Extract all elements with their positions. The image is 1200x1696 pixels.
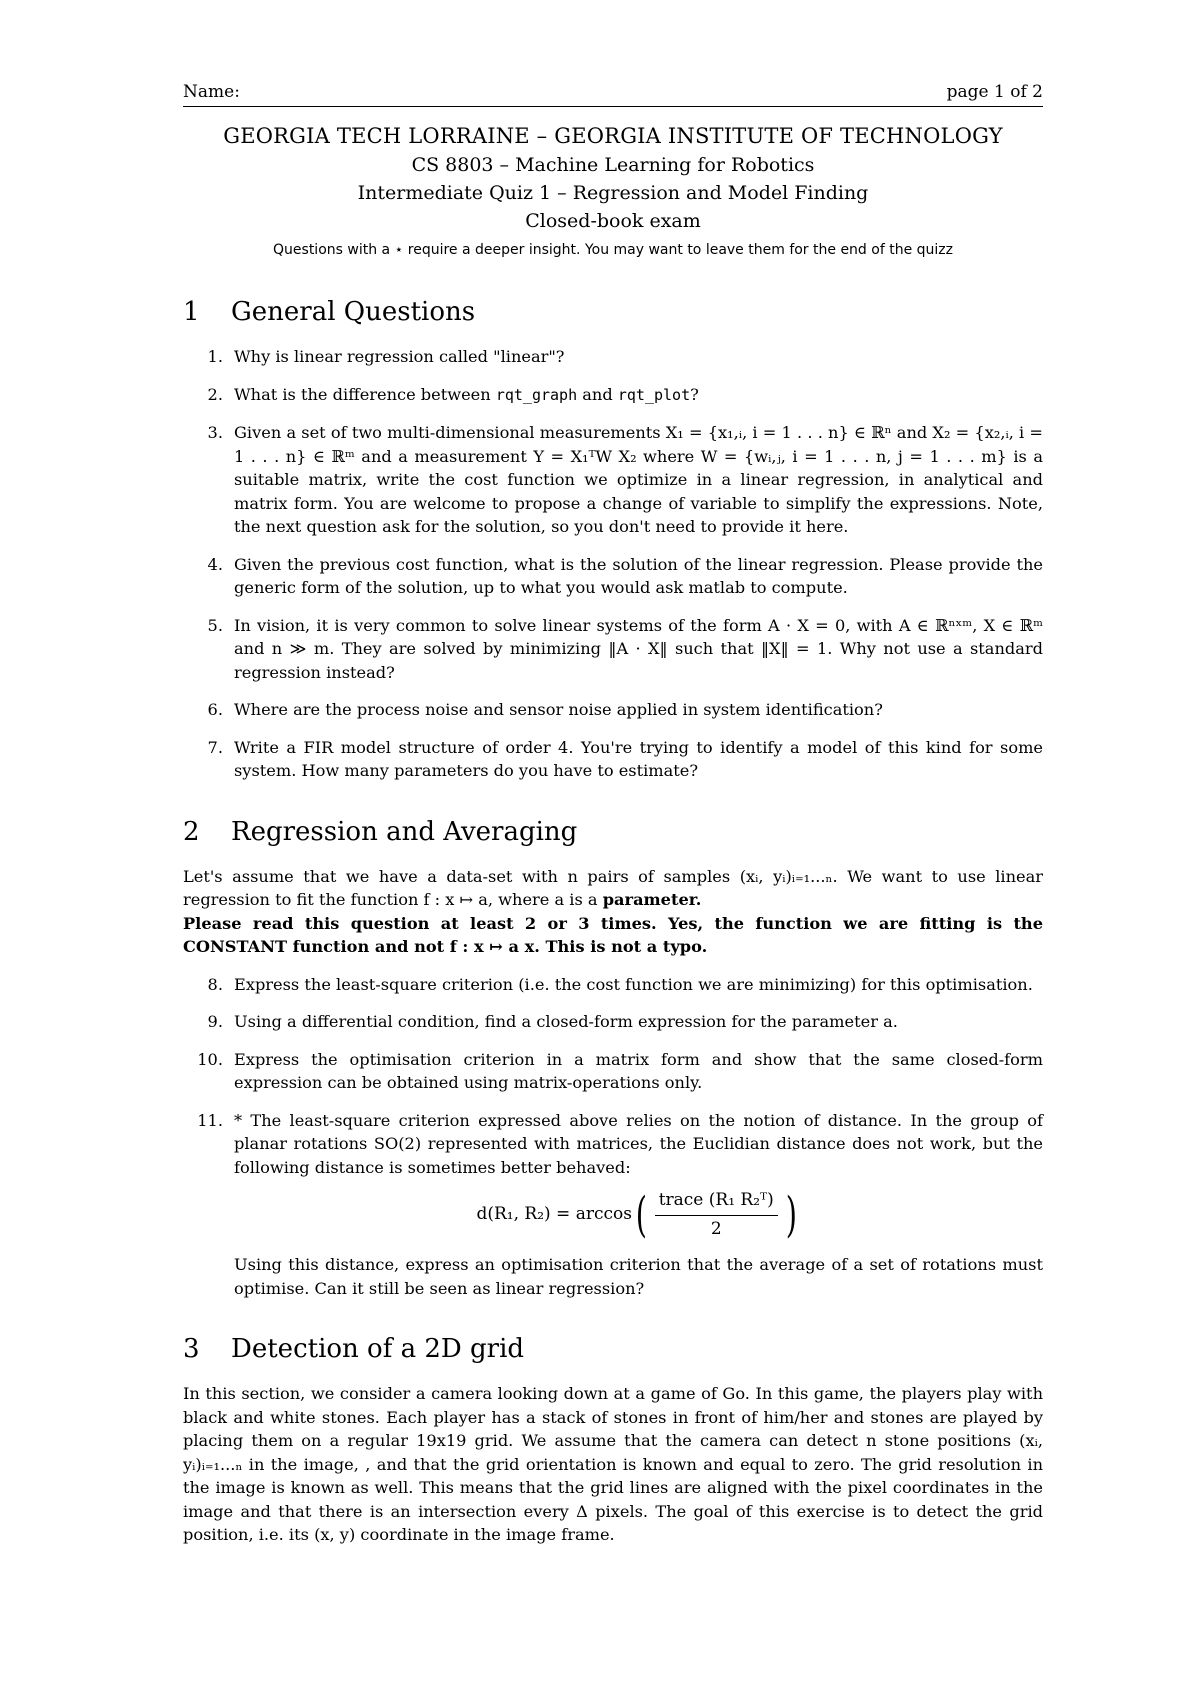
question-text: Why is linear regression called "linear"? (234, 347, 565, 366)
right-paren: ) (785, 1187, 797, 1243)
code-rqt-graph: rqt_graph (495, 385, 578, 404)
question-list-1 (183, 345, 1043, 783)
course-title: CS 8803 – Machine Learning for Robotics (411, 154, 815, 176)
question-text: Write a FIR model structure of order 4. You're trying to identify a model of this kind for some system. How many parameters do you have to estimate? (234, 737, 1043, 780)
question-number: 2. (207, 384, 223, 404)
formula-fraction (655, 1189, 778, 1241)
code-rqt-plot: rqt_plot (617, 385, 691, 404)
question-5 (183, 614, 1043, 685)
quiz-title: Intermediate Quiz 1 – Regression and Model Finding (357, 182, 869, 204)
section-heading-3 (183, 1334, 1043, 1364)
question-text-after: Using this distance, express an optimisation criterion that the average of a set of rotations must optimise. Can it still be seen as linear regression? (234, 1255, 1043, 1298)
header-rule (183, 106, 1043, 107)
question-number: 8. (207, 974, 223, 994)
name-label: Name: (183, 82, 240, 102)
question-number: 7. (207, 737, 223, 757)
formula-lhs: d(R₁, R₂) = arccos (476, 1204, 632, 1225)
section-number: 1 (183, 297, 200, 327)
section-2-intro (183, 865, 1043, 912)
question-text: Given a set of two multi-dimensional measurements X₁ = {x₁,ᵢ, i = 1 . . . n} ∈ ℝⁿ and X₂ = {x₂,ᵢ, i = 1 . . . n} ∈ ℝᵐ and a measurement Y = X₁ᵀW X₂ where W = {wᵢ,ⱼ, i = 1 . . . n, j = 1 . . . m} is a suitable matrix, write the cost function we optimize in a linear regression, in analytical and matrix form. You are welcome to propose a change of variable to simplify the expressions. Note, the next question ask for the solution, so you don't need to provide it here. (234, 423, 1043, 536)
question-text-pre: What is the difference between (234, 384, 496, 404)
question-text: Express the optimisation criterion in a matrix form and show that the same closed-form expression can be obtained using matrix-operations only. (234, 1049, 1043, 1092)
question-text: Given the previous cost function, what is the solution of the linear regression. Please provide the generic form of the solution, up to what you would ask matlab to compute. (234, 554, 1043, 597)
formula-numerator: trace (R₁ R₂ᵀ) (655, 1189, 778, 1216)
section-number: 3 (183, 1334, 200, 1364)
question-number: 10. (197, 1049, 223, 1069)
instructions-note: Questions with a ⋆ require a deeper insight. You may want to leave them for the end of the quizz (273, 242, 953, 258)
question-4 (183, 553, 1043, 600)
question-number: 5. (207, 615, 223, 635)
section-title: General Questions (231, 297, 476, 327)
question-text-post: ? (690, 384, 699, 404)
question-8 (183, 973, 1043, 997)
question-text: In vision, it is very common to solve linear systems of the form A · X = 0, with A ∈ ℝⁿˣᵐ, X ∈ ℝᵐ and n ≫ m. They are solved by minimizing ‖A · X‖ such that ‖X‖ = 1. Why not use a standard regression instead? (234, 615, 1043, 682)
page-header (183, 82, 1043, 102)
section-2-warning: Please read this question at least 2 or 3 times. Yes, the function we are fitting is the CONSTANT function and not f : x ↦ a x. This is not a typo. (183, 913, 1043, 956)
question-number: 3. (207, 423, 223, 442)
question-9 (183, 1010, 1043, 1034)
question-number: 6. (207, 700, 223, 719)
title-block (183, 121, 1043, 263)
question-text-mid: and (577, 384, 618, 404)
section-title: Detection of a 2D grid (231, 1334, 525, 1364)
question-text: Using a differential condition, find a closed-form expression for the parameter a. (234, 1012, 898, 1031)
question-10 (183, 1048, 1043, 1095)
intro-text: Let's assume that we have a data-set with n pairs of samples (xᵢ, yᵢ)ᵢ₌₁...ₙ. We want to use linear regression to fit the function f : x ↦ a, where a is a (183, 866, 1043, 909)
question-number: 9. (207, 1012, 223, 1031)
question-text: Express the least-square criterion (i.e. the cost function we are minimizing) for this optimisation. (234, 974, 1033, 994)
distance-formula (234, 1189, 1043, 1241)
question-number: 4. (207, 554, 223, 574)
question-list-2 (183, 973, 1043, 1301)
section-title: Regression and Averaging (231, 816, 578, 847)
section-heading-2 (183, 817, 1043, 847)
question-number: 1. (207, 347, 223, 366)
section-number: 2 (183, 816, 200, 847)
question-3 (183, 421, 1043, 539)
question-11 (183, 1109, 1043, 1301)
left-paren: ( (635, 1187, 647, 1243)
exam-page (183, 82, 1043, 1547)
section-heading-1 (183, 297, 1043, 327)
formula-denominator: 2 (710, 1218, 722, 1239)
question-7 (183, 736, 1043, 783)
exam-type: Closed-book exam (525, 210, 701, 232)
question-number: 11. (197, 1110, 223, 1130)
page-number: page 1 of 2 (946, 82, 1043, 102)
question-2 (183, 383, 1043, 408)
question-text: Where are the process noise and sensor noise applied in system identification? (234, 700, 883, 719)
question-1 (183, 345, 1043, 369)
question-text: * The least-square criterion expressed above relies on the notion of distance. In the group of planar rotations SO(2) represented with matrices, the Euclidian distance does not work, but the following distance is sometimes better behaved: (234, 1110, 1043, 1177)
institution-title: GEORGIA TECH LORRAINE – GEORGIA INSTITUTE OF TECHNOLOGY (223, 124, 1003, 148)
section-3-intro: In this section, we consider a camera looking down at a game of Go. In this game, the players play with black and white stones. Each player has a stack of stones in front of him/her and stones are played by placing them on a regular 19x19 grid. We assume that the camera can detect n stone positions (xᵢ, yᵢ)ᵢ₌₁...ₙ in the image, , and that the grid orientation is known and equal to zero. The grid resolution in the image is known as well. This means that the grid lines are aligned with the pixel coordinates in the image and that there is an intersection every Δ pixels. The goal of this exercise is to detect the grid position, i.e. its (x, y) coordinate in the image frame. (183, 1384, 1043, 1544)
intro-bold: parameter. (602, 890, 702, 909)
question-6 (183, 698, 1043, 722)
